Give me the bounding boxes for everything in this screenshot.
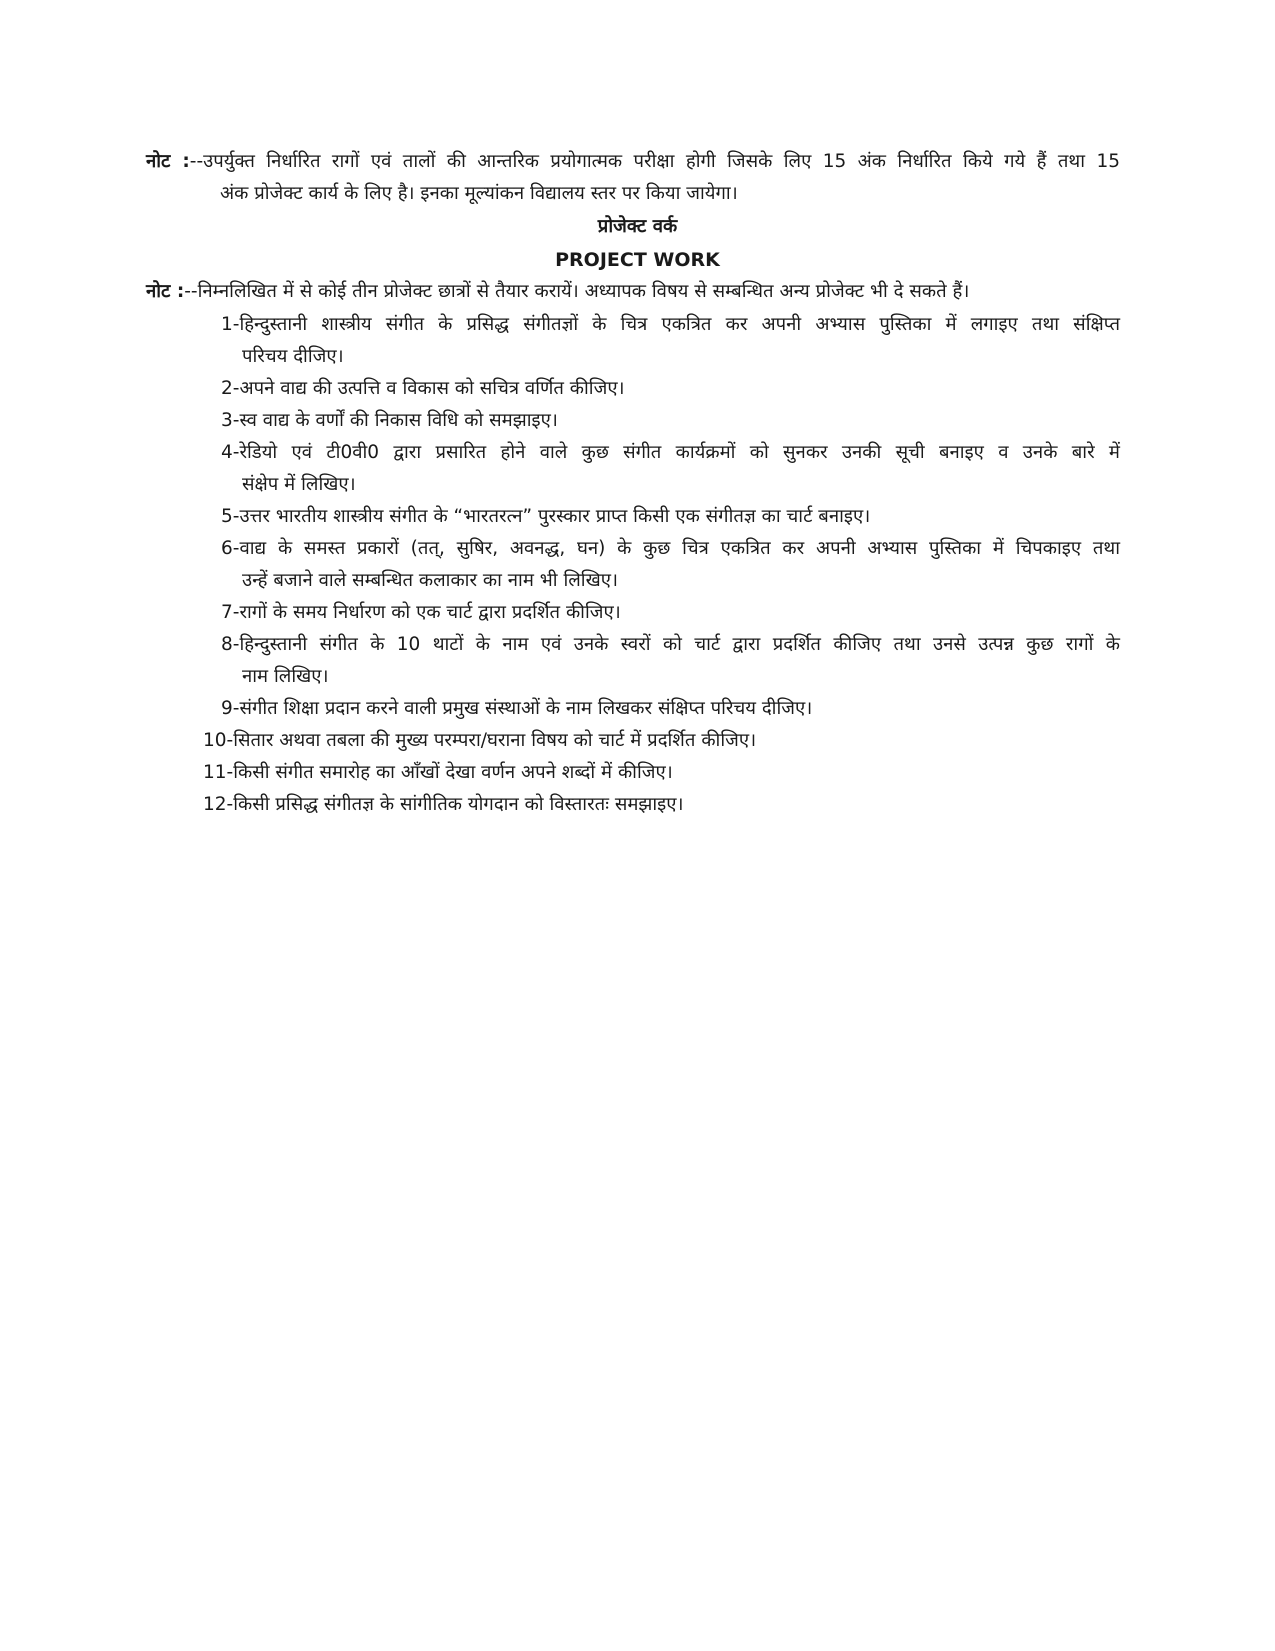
list-item-3: 3-स्व वाद्य के वर्णों की निकास विधि को समझाइए। [221, 410, 558, 431]
list-item-5: 5-उत्तर भारतीय शास्त्रीय संगीत के “भारतरत्न” पुरस्कार प्राप्त किसी एक संगीतज्ञ का चार्ट बनाइए। [221, 506, 871, 527]
list-item-1-cont: परिचय दीजिए। [242, 346, 344, 367]
note1-text-line2: अंक प्रोजेक्ट कार्य के लिए है। इनका मूल्यांकन विद्यालय स्तर पर किया जायेगा। [220, 183, 738, 204]
note2-text-line1: --निम्नलिखित में से कोई तीन प्रोजेक्ट छात्रों से तैयार करायें। अध्यापक विषय से सम्बन्धित अन्य प्रोजेक्ट भी दे सकते हैं। [184, 281, 970, 302]
list-item-4-cont: संक्षेप में लिखिए। [242, 474, 356, 495]
list-item-11: 11-किसी संगीत समारोह का आँखों देखा वर्णन अपने शब्दों में कीजिए। [203, 762, 673, 783]
heading-hindi: प्रोजेक्ट वर्क [597, 216, 678, 237]
list-item-6-cont: उन्हें बजाने वाले सम्बन्धित कलाकार का नाम भी लिखिए। [242, 570, 618, 591]
list-item-4: 4-रेडियो एवं टी0वी0 द्वारा प्रसारित होने वाले कुछ संगीत कार्यक्रमों को सुनकर उनकी सूची बनाइए व उनके बारे में [221, 442, 1120, 463]
list-item-2: 2-अपने वाद्य की उत्पत्ति व विकास को सचित्र वर्णित कीजिए। [221, 378, 625, 399]
note2-label: नोट : [146, 281, 185, 302]
note1-label: नोट : [146, 151, 190, 172]
list-item-8: 8-हिन्दुस्तानी संगीत के 10 थाटों के नाम एवं उनके स्वरों को चार्ट द्वारा प्रदर्शित कीजिए तथा उनसे उत्पन्न कुछ रागों के [221, 634, 1120, 655]
list-item-8-cont: नाम लिखिए। [242, 666, 329, 687]
list-item-7: 7-रागों के समय निर्धारण को एक चार्ट द्वारा प्रदर्शित कीजिए। [221, 602, 621, 623]
heading-english: PROJECT WORK [555, 249, 720, 271]
list-item-10: 10-सितार अथवा तबला की मुख्य परम्परा/घराना विषय को चार्ट में प्रदर्शित कीजिए। [203, 730, 757, 751]
list-item-6: 6-वाद्य के समस्त प्रकारों (तत्, सुषिर, अवनद्ध, घन) के कुछ चित्र एकत्रित कर अपनी अभ्यास पुस्तिका में चिपकाइए तथा [221, 538, 1121, 559]
note1-text-line1: --उपर्युक्त निर्धारित रागों एवं तालों की आन्तरिक प्रयोगात्मक परीक्षा होगी जिसके लिए 15 अंक निर्धारित किये गये हैं तथा 15 [189, 151, 1120, 172]
list-item-9: 9-संगीत शिक्षा प्रदान करने वाली प्रमुख संस्थाओं के नाम लिखकर संक्षिप्त परिचय दीजिए। [221, 698, 813, 719]
list-item-12: 12-किसी प्रसिद्ध संगीतज्ञ के सांगीतिक योगदान को विस्तारतः समझाइए। [203, 794, 684, 815]
note2-line1 [146, 280, 969, 304]
note1-line1 [146, 150, 1120, 174]
list-item-1: 1-हिन्दुस्तानी शास्त्रीय संगीत के प्रसिद्ध संगीतज्ञों के चित्र एकत्रित कर अपनी अभ्यास पुस्तिका में लगाइए तथा संक्षिप्त [221, 314, 1120, 335]
